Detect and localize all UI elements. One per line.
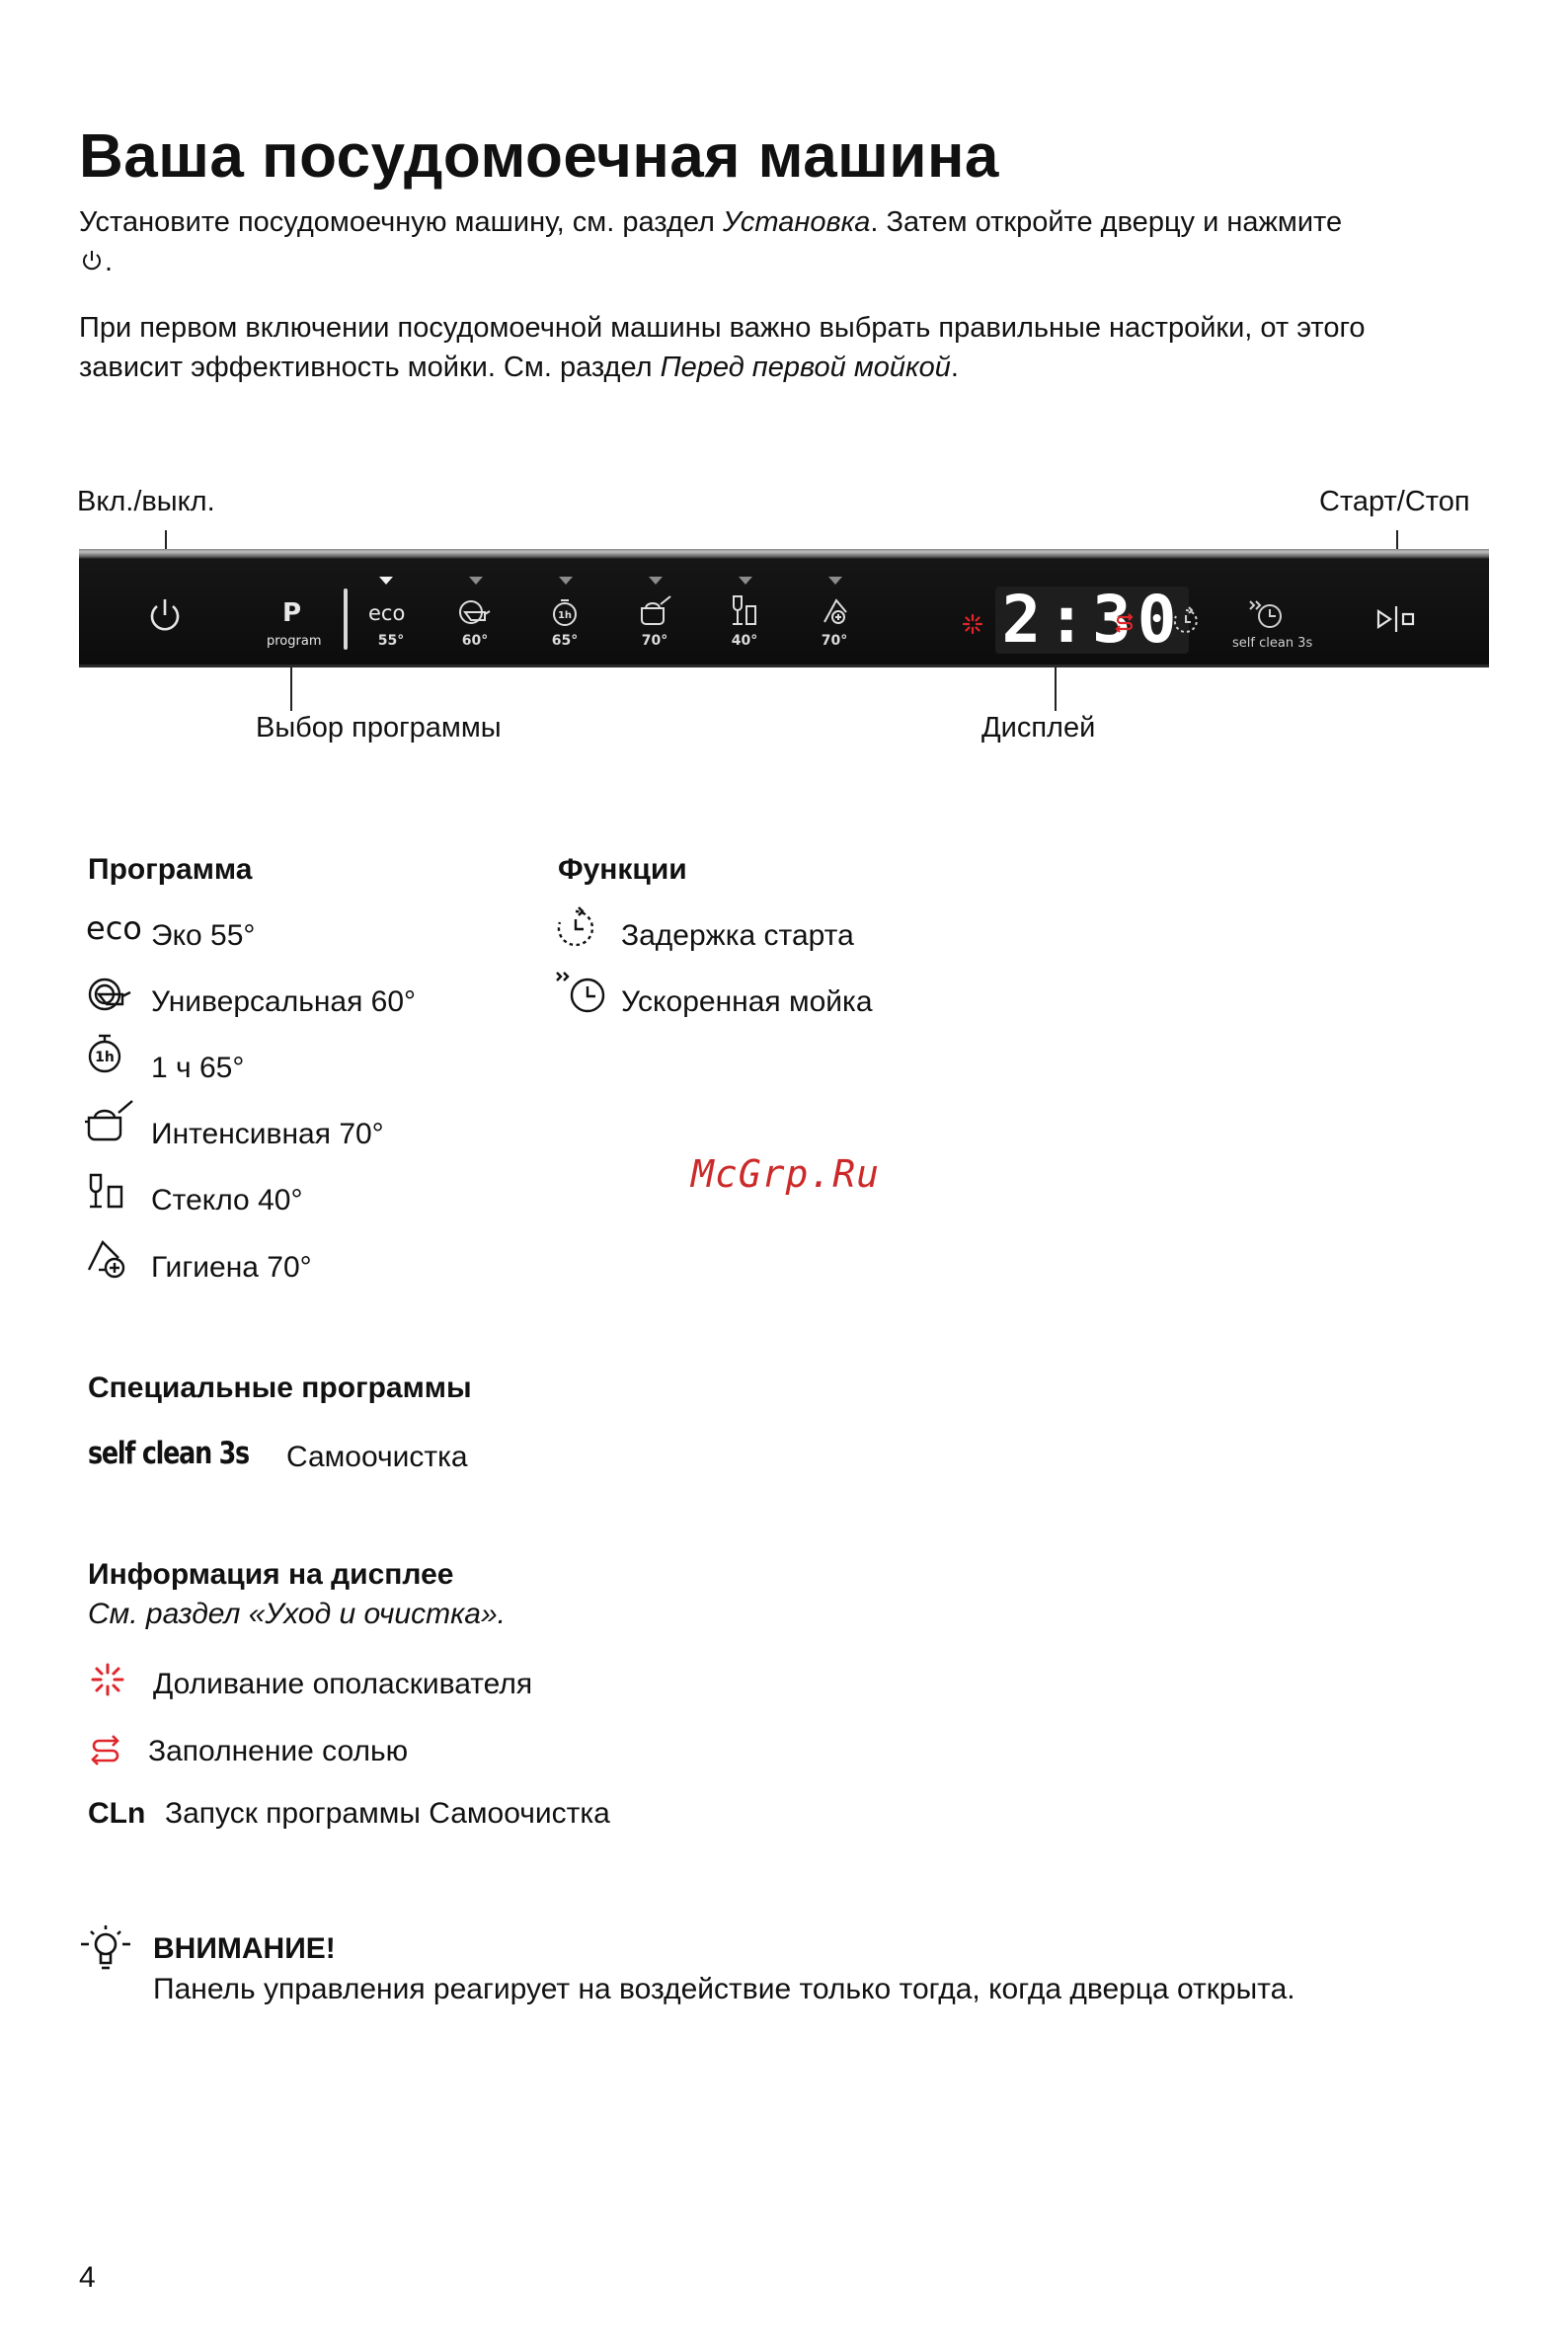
program-item-1h: 1 ч 65°: [151, 1052, 245, 1084]
panel-universal-icon[interactable]: [457, 598, 493, 633]
program-indicator-arrow: [649, 577, 663, 585]
display-time: 2:30: [1001, 582, 1183, 658]
glass-program-icon: [87, 1173, 126, 1217]
program-item-hygiene: Гигиена 70°: [151, 1251, 312, 1284]
program-item-universal: Универсальная 60°: [151, 985, 417, 1018]
panel-temp-eco: 55°: [377, 633, 405, 649]
delay-start-icon: [554, 906, 597, 955]
display-info-cln-text: Запуск программы Самоочистка: [165, 1797, 610, 1830]
intro-text: .: [105, 246, 114, 277]
intro-text: .: [950, 352, 959, 383]
watermark: McGrp.Ru: [691, 1152, 881, 1196]
panel-eco-button[interactable]: eco: [368, 601, 406, 625]
panel-temp-1h: 65°: [551, 633, 579, 649]
panel-temp-universal: 60°: [461, 633, 489, 649]
power-inline-icon: [79, 245, 105, 271]
speed-wash-icon: [555, 970, 608, 1020]
panel-glass-icon[interactable]: [730, 594, 759, 633]
programs-heading: Программа: [88, 853, 253, 886]
special-item-self-clean: Самоочистка: [286, 1441, 468, 1473]
panel-temp-hygiene: 70°: [821, 633, 848, 649]
panel-temp-glass: 40°: [731, 633, 758, 649]
salt-icon: [89, 1734, 122, 1770]
display-info-subheading: См. раздел «Уход и очистка».: [88, 1598, 506, 1630]
svg-text:1h: 1h: [95, 1050, 115, 1065]
program-indicator-arrow: [739, 577, 752, 585]
intro-paragraph-2: [79, 308, 1501, 387]
program-item-glass: Стекло 40°: [151, 1184, 303, 1216]
display-info-heading: Информация на дисплее: [88, 1558, 454, 1591]
panel-hygiene-icon[interactable]: [819, 592, 854, 633]
panel-display: [995, 582, 1189, 658]
panel-temp-intensive: 70°: [641, 633, 668, 649]
callout-start-stop: Старт/Стоп: [1319, 486, 1470, 517]
panel-salt-icon: [1114, 612, 1136, 639]
start-stop-button[interactable]: [1375, 604, 1419, 639]
universal-program-icon: [85, 975, 136, 1019]
lightbulb-warning-icon: [77, 1923, 134, 1984]
intro-text: зависит эффективность мойки. См. раздел: [79, 352, 661, 383]
panel-rinse-aid-icon: [963, 614, 982, 639]
warning-text: Панель управления реагирует на воздействие только тогда, когда дверца открыта.: [153, 1973, 1295, 2005]
panel-delay-start-button[interactable]: [1171, 606, 1201, 641]
rinse-aid-icon: [91, 1663, 124, 1701]
program-indicator-arrow: [828, 577, 842, 585]
special-programs-heading: Специальные программы: [88, 1371, 472, 1404]
program-indicator-arrow: [469, 577, 483, 585]
display-info-rinse-aid: Доливание ополаскивателя: [153, 1668, 533, 1700]
cln-code: CLn: [88, 1797, 146, 1830]
intro-link-first-wash: Перед первой мойкой: [660, 352, 951, 383]
program-item-intensive: Интенсивная 70°: [151, 1118, 384, 1150]
program-word: program: [267, 634, 322, 649]
power-button[interactable]: [145, 596, 185, 641]
intro-text: . Затем откройте дверцу и нажмите: [870, 206, 1343, 238]
panel-speed-button[interactable]: [1248, 598, 1288, 635]
program-letter[interactable]: P: [282, 598, 302, 628]
panel-1h-icon[interactable]: [549, 596, 581, 633]
control-panel: [79, 549, 1489, 667]
svg-text:1h: 1h: [557, 610, 573, 621]
intro-link-installation: Установка: [723, 206, 871, 238]
display-info-salt: Заполнение солью: [148, 1735, 409, 1767]
program-indicator-arrow: [559, 577, 573, 585]
program-item-eco: Эко 55°: [151, 919, 256, 952]
intensive-program-icon: [85, 1098, 136, 1148]
program-indicator-arrow-active: [379, 577, 393, 585]
function-item-delay-start: Задержка старта: [621, 919, 854, 952]
panel-intensive-icon[interactable]: [637, 594, 674, 633]
callout-program-select: Выбор программы: [256, 712, 502, 744]
callout-power: Вкл./выкл.: [77, 486, 215, 517]
page-number: 4: [79, 2261, 96, 2294]
hygiene-program-icon: [85, 1234, 134, 1285]
page-title: Ваша посудомоечная машина: [79, 122, 999, 191]
intro-text: При первом включении посудомоечной машины важно выбрать правильные настройки, от этого: [79, 312, 1366, 344]
intro-paragraph-1: [79, 202, 1501, 281]
callout-display: Дисплей: [981, 712, 1096, 744]
warning-heading: ВНИМАНИЕ!: [153, 1932, 336, 1965]
panel-self-clean-label: self clean 3s: [1232, 636, 1313, 651]
intro-text: Установите посудомоечную машину, см. раздел: [79, 206, 724, 238]
functions-heading: Функции: [558, 853, 687, 886]
function-item-speed-wash: Ускоренная мойка: [621, 985, 873, 1018]
panel-divider: [344, 588, 348, 650]
self-clean-symbol: self clean 3s: [88, 1436, 249, 1471]
1h-program-icon: [85, 1031, 124, 1081]
eco-symbol: eco: [86, 909, 142, 947]
